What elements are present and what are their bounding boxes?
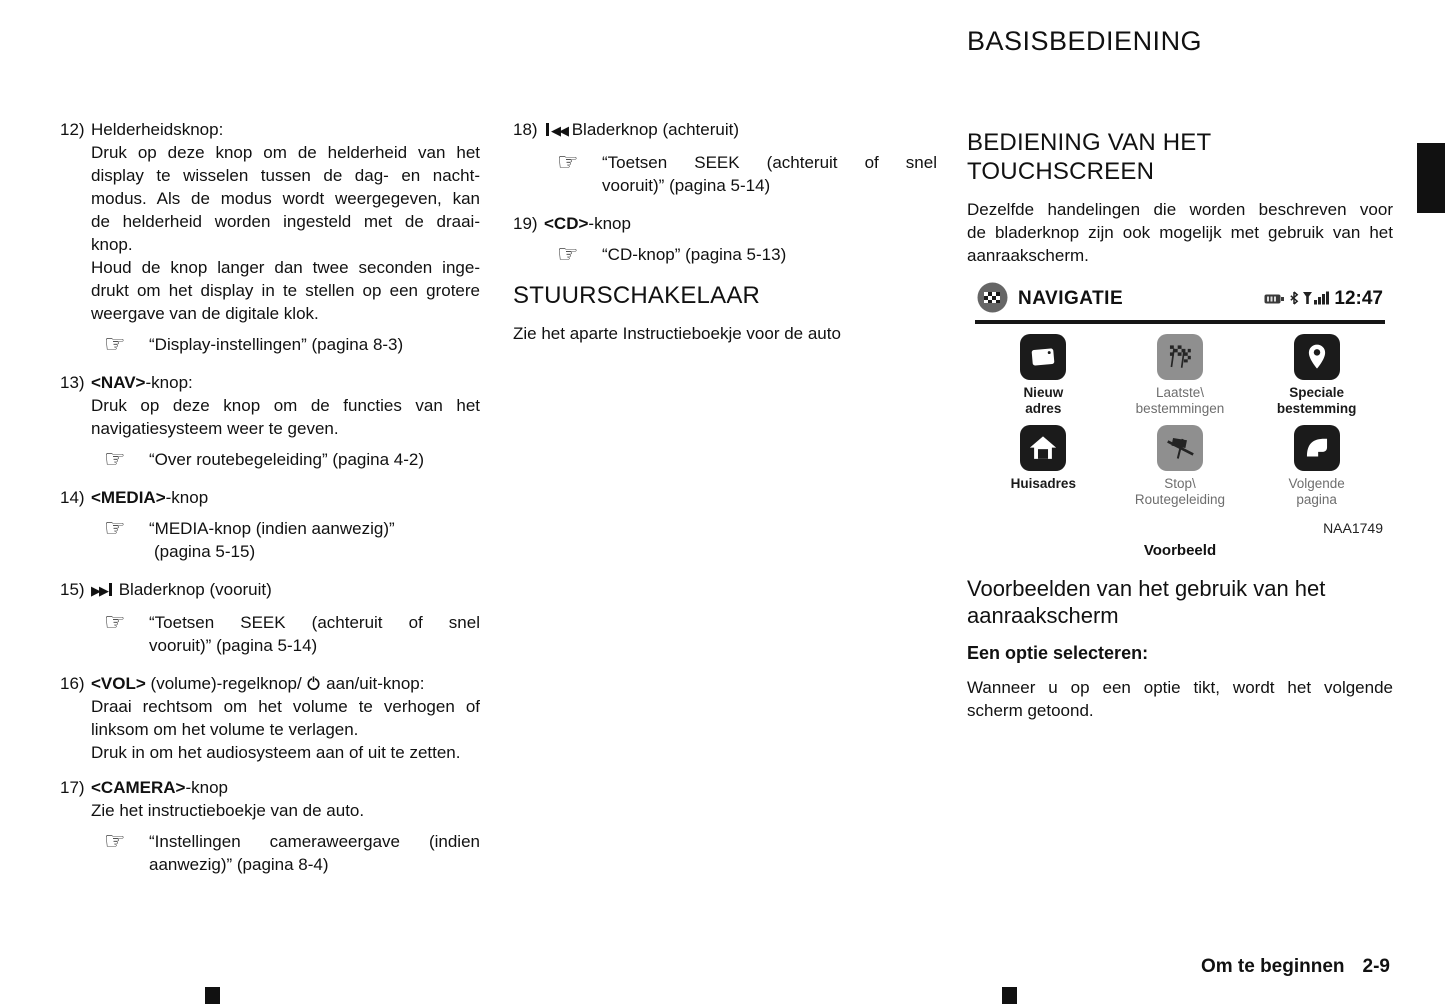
print-registration-mark <box>1002 987 1017 1004</box>
text-line: display te wisselen tussen de dag- en nacht- <box>91 166 480 185</box>
tile-label: Laatste\ bestemmingen <box>1135 385 1225 416</box>
reference-text <box>149 830 480 876</box>
reference-line: “Over routebegeleiding” (pagina 4-2) <box>149 450 424 469</box>
figure-code: NAA1749 <box>1323 520 1383 536</box>
text-line: weergave van de digitale klok. <box>91 304 319 323</box>
item-paragraph <box>91 141 480 256</box>
reference-text <box>149 333 480 356</box>
battery-icon <box>1264 290 1285 308</box>
item-paragraph <box>91 799 480 822</box>
body-line: scherm getoond. <box>967 701 1094 720</box>
page-footer <box>1201 956 1390 978</box>
text-line: Zie het instructieboekje van de auto. <box>91 801 365 820</box>
item-paragraph <box>91 695 480 741</box>
item-title: ▶▶ Bladerknop (vooruit) <box>91 578 480 603</box>
item-number: 13) <box>60 373 85 392</box>
pointing-hand-icon: ☞ <box>557 240 579 268</box>
bluetooth-icon <box>1289 290 1299 308</box>
pointing-hand-icon: ☞ <box>104 445 126 473</box>
item-number: 19) <box>513 214 538 233</box>
tile-label: Nieuw adres <box>1023 385 1064 416</box>
reference-line: “Toetsen SEEK (achteruit of snel <box>149 613 480 632</box>
item-number: 16) <box>60 674 85 693</box>
numbered-list-item <box>60 672 480 764</box>
text-line: navigatiesysteem weer te geven. <box>91 419 339 438</box>
reference-text <box>149 448 480 471</box>
numbered-list-item <box>60 371 480 474</box>
text-line: Houd de knop langer dan twee seconden inge- <box>91 258 480 277</box>
pointing-hand-icon: ☞ <box>104 827 126 855</box>
text-line: modus. Als de modus wordt weergegeven, kan <box>91 189 480 208</box>
menu-tile-home-address <box>975 425 1112 508</box>
checkered-flag-logo-icon <box>977 282 1008 316</box>
middle-column <box>513 118 937 345</box>
item-title: <VOL> (volume)-regelknop/ aan/uit-knop: <box>91 674 425 693</box>
menu-tile-stop-route-guidance <box>1112 425 1249 508</box>
text-line: Draai rechtsom om het volume te verhogen of <box>91 697 480 716</box>
middle-items <box>513 118 937 269</box>
numbered-list-item <box>60 486 480 566</box>
text-line: de helderheid worden ingesteld met de draai- <box>91 212 480 231</box>
reference-text <box>149 611 480 657</box>
print-registration-mark <box>205 987 220 1004</box>
nav-screen-header <box>975 281 1385 317</box>
reference-text <box>149 517 480 563</box>
pointing-hand-icon: ☞ <box>104 330 126 358</box>
section-heading-touchscreen: BEDIENING VAN HET TOUCHSCREEN <box>967 129 1211 185</box>
reference-line: “Display-instellingen” (pagina 8-3) <box>149 335 404 354</box>
power-icon <box>306 672 321 695</box>
skip-forward-icon: ▶▶ <box>91 578 114 603</box>
skip-back-icon: ◀◀ <box>544 118 567 143</box>
tile-label: Volgende pagina <box>1288 476 1345 507</box>
pointing-hand-icon: ☞ <box>104 608 126 636</box>
menu-tile-grid <box>975 334 1385 516</box>
nav-app-title: NAVIGATIE <box>1018 288 1124 309</box>
cross-reference <box>104 330 480 358</box>
right-column <box>967 118 1393 722</box>
pointing-hand-icon: ☞ <box>557 148 579 176</box>
item-number: 14) <box>60 488 85 507</box>
numbered-list-item <box>60 118 480 359</box>
body-line: Wanneer u op een optie tikt, wordt het volgende <box>967 678 1393 697</box>
section-body: Zie het aparte Instructieboekje voor de auto <box>513 324 841 343</box>
reference-line: aanwezig)” (pagina 8-4) <box>149 855 329 874</box>
menu-tile-previous-destinations <box>1112 334 1249 417</box>
reference-line: “Toetsen SEEK (achteruit of snel <box>602 153 937 172</box>
reference-line: vooruit)” (pagina 5-14) <box>602 176 771 195</box>
figure-caption: Voorbeeld <box>1143 542 1217 559</box>
item-paragraph <box>91 394 480 440</box>
navigation-screen-figure <box>967 281 1393 559</box>
select-option-label: Een optie selecteren: <box>967 643 1149 663</box>
section-heading-stuurschakelaar: STUURSCHAKELAAR <box>513 282 761 309</box>
intro-line: Dezelfde handelingen die worden beschreven voor <box>967 200 1393 219</box>
numbered-list-item <box>513 118 937 200</box>
tile-label: Speciale bestemming <box>1276 385 1357 416</box>
reference-line: vooruit)” (pagina 5-14) <box>149 636 318 655</box>
text-line: knop. <box>91 235 133 254</box>
item-title: ◀◀ Bladerknop (achteruit) <box>544 118 937 143</box>
reference-line: (pagina 5-15) <box>154 542 256 561</box>
reference-line: “MEDIA-knop (indien aanwezig)” <box>149 519 395 538</box>
home-address-icon <box>1020 425 1066 471</box>
item-number: 17) <box>60 778 85 797</box>
text-line: Druk in om het audiosysteem aan of uit te zetten. <box>91 743 461 762</box>
page-title: BASISBEDIENING <box>967 26 1203 56</box>
subsection-heading: Voorbeelden van het gebruik van het aanraakscherm <box>967 576 1326 628</box>
item-title: <MEDIA>-knop <box>91 488 209 507</box>
pointing-hand-icon: ☞ <box>104 514 126 542</box>
cross-reference <box>557 148 937 197</box>
chapter-tab-mark <box>1417 143 1445 213</box>
text-line: linksom om het volume te verlagen. <box>91 720 359 739</box>
item-paragraph <box>91 256 480 325</box>
intro-line: de bladerknop zijn ook mogelijk met gebruik van het <box>967 223 1393 242</box>
footer-page-number: 2-9 <box>1362 956 1390 977</box>
item-title: <CD>-knop <box>544 214 631 233</box>
tile-label: Stop\ Routegeleiding <box>1134 476 1225 507</box>
reference-line: “CD-knop” (pagina 5-13) <box>602 245 787 264</box>
menu-tile-special-destination <box>1248 334 1385 417</box>
tile-label: Huisadres <box>1010 476 1076 491</box>
numbered-list-item <box>60 578 480 660</box>
cross-reference <box>557 240 937 268</box>
status-icon-group <box>1264 290 1330 308</box>
cross-reference <box>104 608 480 657</box>
text-line: Druk op deze knop om de helderheid van het <box>91 143 480 162</box>
item-paragraph <box>91 741 480 764</box>
reference-text <box>602 151 937 197</box>
item-number: 15) <box>60 580 85 599</box>
item-number: 12) <box>60 120 85 139</box>
numbered-list-item <box>513 212 937 269</box>
header-divider <box>975 320 1385 324</box>
reference-text <box>602 243 937 266</box>
clock-text: 12:47 <box>1334 288 1383 309</box>
text-line: Druk op deze knop om de functies van het <box>91 396 480 415</box>
cross-reference <box>104 445 480 473</box>
cross-reference <box>104 827 480 876</box>
menu-tile-new-address <box>975 334 1112 417</box>
menu-tile-next-page <box>1248 425 1385 508</box>
item-number: 18) <box>513 120 538 139</box>
special-destination-icon <box>1294 334 1340 380</box>
item-title: <CAMERA>-knop <box>91 778 228 797</box>
previous-destinations-icon <box>1157 334 1203 380</box>
numbered-list-item <box>60 776 480 879</box>
footer-section-name: Om te beginnen <box>1200 956 1345 977</box>
new-address-icon <box>1020 334 1066 380</box>
signal-strength-icon <box>1303 290 1330 308</box>
item-title: <NAV>-knop: <box>91 373 193 392</box>
subsection-body <box>967 676 1393 722</box>
intro-line: aanraakscherm. <box>967 246 1089 265</box>
left-column <box>60 118 480 891</box>
stop-route-guidance-icon <box>1157 425 1203 471</box>
text-line: drukt om het display in te stellen op een grotere <box>91 281 480 300</box>
section-intro <box>967 198 1393 267</box>
reference-line: “Instellingen cameraweergave (indien <box>149 832 480 851</box>
item-title: Helderheidsknop: <box>91 120 224 139</box>
cross-reference <box>104 514 480 563</box>
next-page-icon <box>1294 425 1340 471</box>
